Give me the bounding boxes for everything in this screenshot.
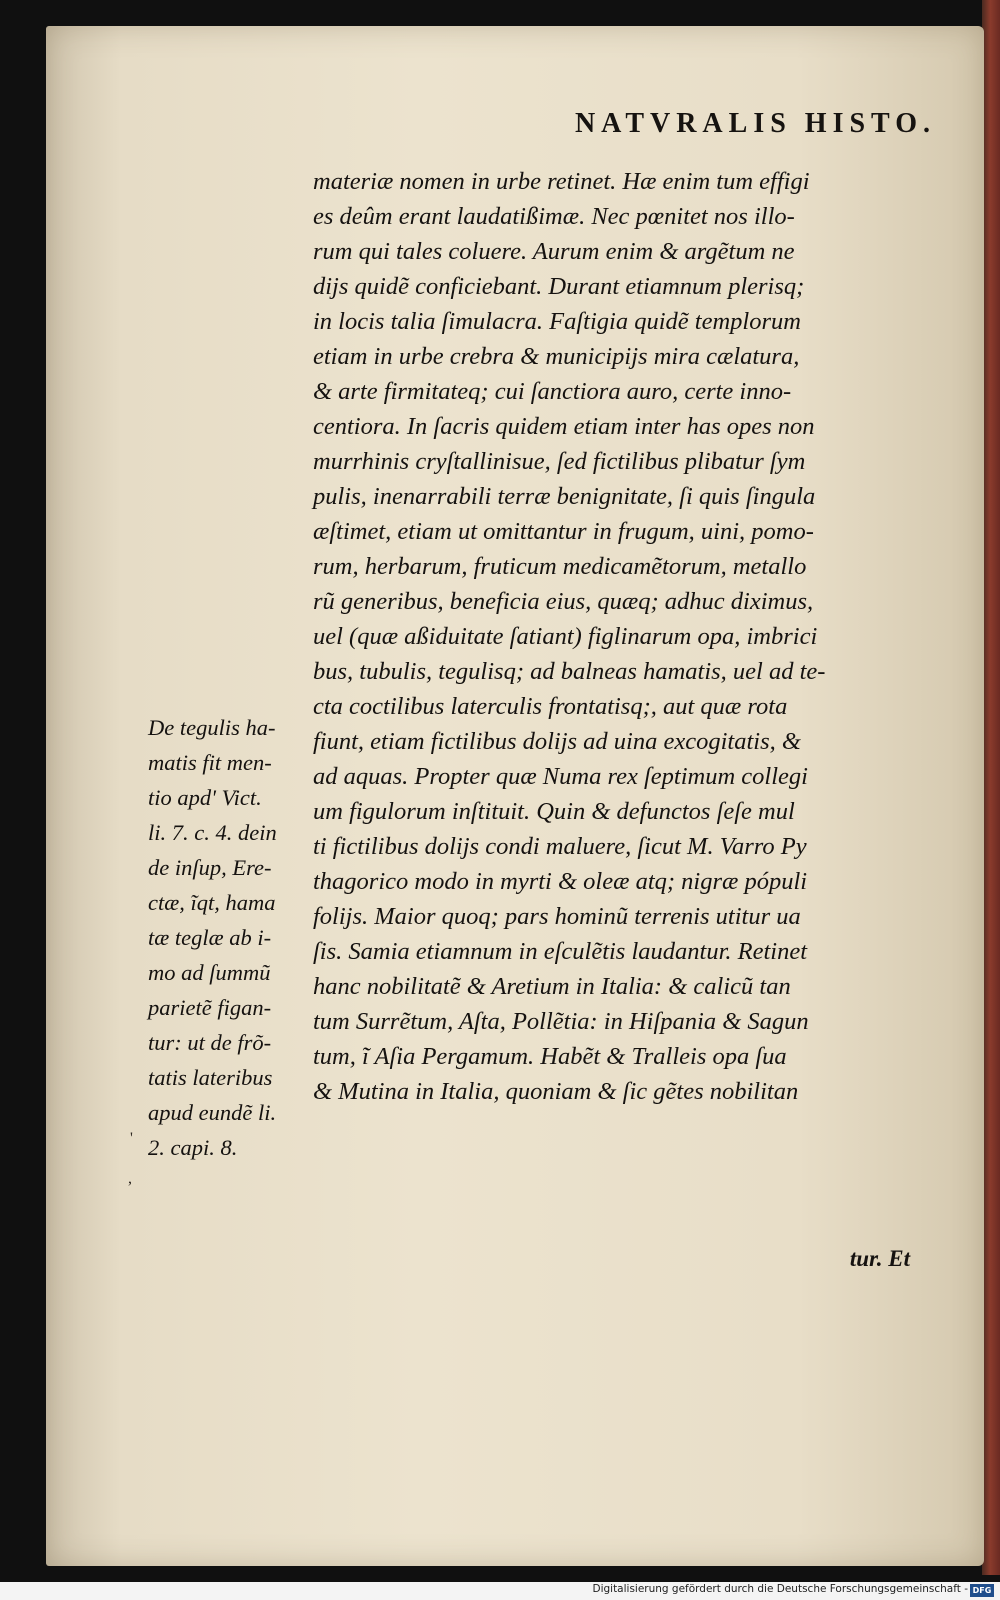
margin-line: 2. capi. 8. <box>148 1135 238 1160</box>
text-line: bus, tubulis, tegulisq; ad balneas hamatis, uel ad te- <box>313 658 826 685</box>
text-line: & arte firmitateq; cui ſanctiora auro, certe inno- <box>313 378 792 405</box>
margin-line: de inſup, Ere- <box>148 855 272 880</box>
text-line: tum Surrẽtum, Aſta, Pollẽtia: in Hiſpania & Sagun <box>313 1008 809 1035</box>
margin-line: li. 7. c. 4. dein <box>148 820 277 845</box>
text-line: dijs quidẽ conficiebant. Durant etiamnum plerisq; <box>313 273 805 300</box>
margin-line: De tegulis ha- <box>148 715 276 740</box>
text-line: centiora. In ſacris quidem etiam inter has opes non <box>313 413 815 440</box>
margin-line: mo ad ſummũ <box>148 960 271 985</box>
text-line: ſis. Samia etiamnum in eſculẽtis laudantur. Retinet <box>313 938 808 965</box>
text-line: & Mutina in Italia, quoniam & ſic gẽtes nobilitan <box>313 1078 799 1105</box>
margin-line: parietẽ figan- <box>148 995 272 1020</box>
margin-line: tæ teglæ ab i- <box>148 925 272 950</box>
text-line: um figulorum inſtituit. Quin & defunctos ſeſe mul <box>313 798 795 825</box>
text-line: es deûm erant laudatißimæ. Nec pœnitet nos illo- <box>313 203 795 230</box>
catchword: tur. Et <box>849 1246 910 1271</box>
marginal-note <box>148 710 318 1165</box>
book-cover-edge <box>982 0 1000 1575</box>
text-line: in locis talia ſimulacra. Faſtigia quidẽ templorum <box>313 308 801 335</box>
text-line: murrhinis cryſtallinisue, ſed fictilibus plibatur ſym <box>313 448 806 475</box>
text-line: ti fictilibus dolijs condi maluere, ſicut M. Varro Py <box>313 833 807 860</box>
text-line: fiunt, etiam fictilibus dolijs ad uina excogitatis, & <box>313 728 801 755</box>
text-line: cta coctilibus laterculis frontatisq;, aut quæ rota <box>313 693 788 720</box>
text-line: ad aquas. Propter quæ Numa rex ſeptimum collegi <box>313 763 808 790</box>
text-line: uel (quæ aßiduitate ſatiant) figlinarum opa, imbrici <box>313 623 818 650</box>
dfg-logo: DFG <box>970 1584 994 1597</box>
margin-mark: , <box>128 1170 132 1187</box>
text-line: æſtimet, etiam ut omittantur in frugum, uini, pomo- <box>313 518 814 545</box>
text-line: rũ generibus, beneficia eius, quæq; adhuc diximus, <box>313 588 814 615</box>
text-line: thagorico modo in myrti & oleæ atq; nigræ pópuli <box>313 868 808 895</box>
footer-credit: Digitalisierung gefördert durch die Deutsche Forschungsgemeinschaft - <box>592 1583 968 1595</box>
show-through-text <box>166 306 236 746</box>
margin-line: apud eundẽ li. <box>148 1100 277 1125</box>
margin-line: tur: ut de frõ- <box>148 1030 272 1055</box>
margin-line: tio apd' Vict. <box>148 785 262 810</box>
main-text-block <box>313 164 921 1109</box>
text-line: materiæ nomen in urbe retinet. Hæ enim tum effigi <box>313 168 810 195</box>
text-line: folijs. Maior quoq; pars hominũ terrenis utitur ua <box>313 903 801 930</box>
margin-line: tatis lateribus <box>148 1065 273 1090</box>
margin-line: ctæ, ĩqt, hama <box>148 890 276 915</box>
text-line: pulis, inenarrabili terræ benignitate, ſi quis ſingula <box>313 483 816 510</box>
text-line: hanc nobilitatẽ & Aretium in Italia: & calicũ tan <box>313 973 791 1000</box>
running-title: NATVRALIS HISTO. <box>574 108 936 139</box>
text-line: etiam in urbe crebra & municipijs mira cælatura, <box>313 343 800 370</box>
margin-mark: ' <box>130 1130 133 1147</box>
margin-line: matis fit men- <box>148 750 272 775</box>
text-line: tum, ĩ Aſia Pergamum. Habẽt & Tralleis opa ſua <box>313 1043 787 1070</box>
text-line: rum qui tales coluere. Aurum enim & argẽtum ne <box>313 238 795 265</box>
text-line: rum, herbarum, fruticum medicamẽtorum, metallo <box>313 553 807 580</box>
